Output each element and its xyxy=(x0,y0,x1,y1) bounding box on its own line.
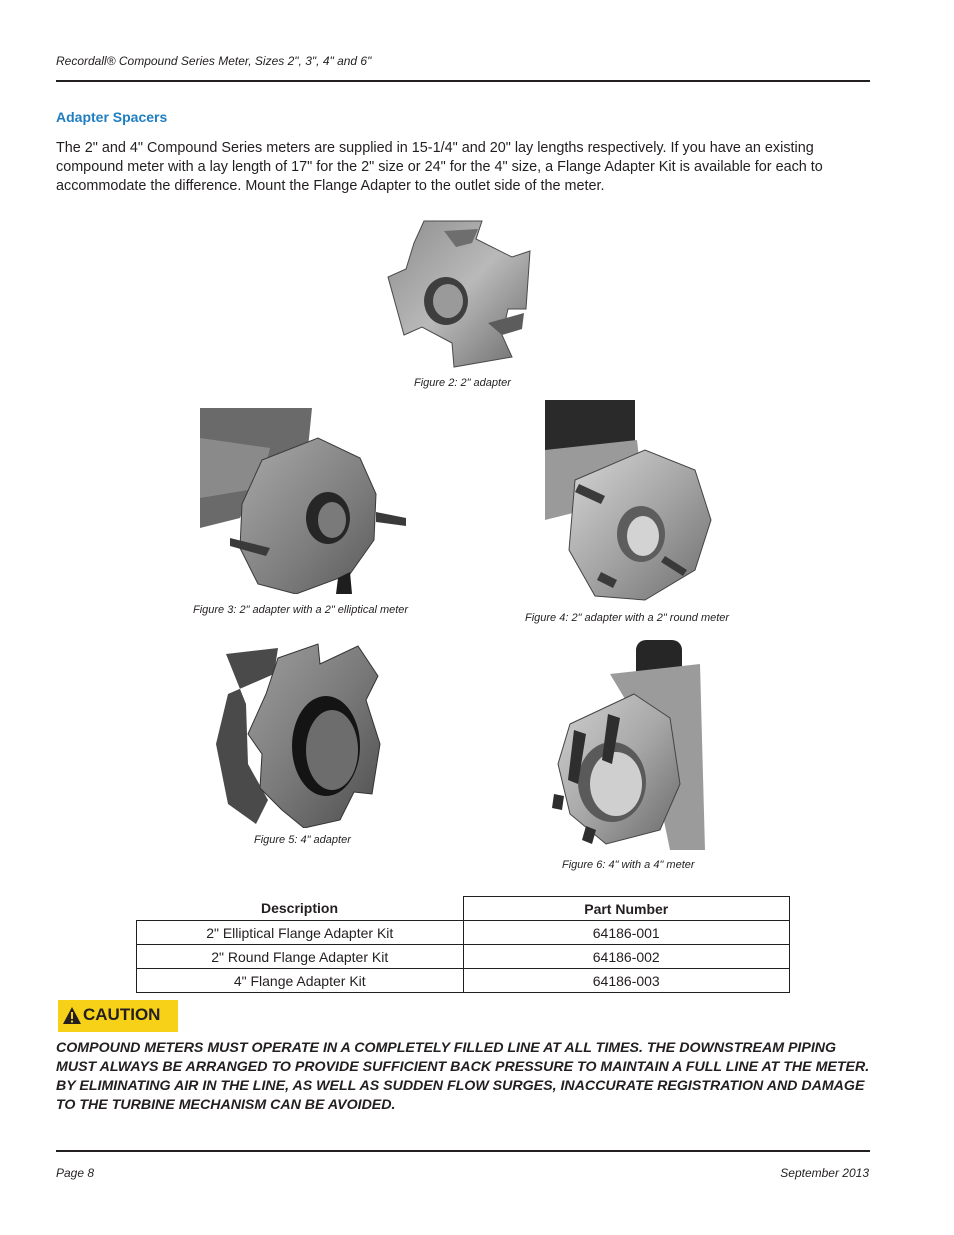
parts-table xyxy=(136,896,790,993)
cell-part-number: 64186-002 xyxy=(463,945,790,969)
header-rule xyxy=(56,80,870,82)
page-number: Page 8 xyxy=(56,1166,95,1180)
cell-part-number: 64186-001 xyxy=(463,921,790,945)
caution-badge xyxy=(58,1000,178,1032)
figure-5-photo xyxy=(208,634,386,828)
cell-description: 2" Round Flange Adapter Kit xyxy=(137,945,464,969)
header-description: Description xyxy=(137,897,464,921)
warning-triangle-icon xyxy=(62,1006,82,1025)
cell-description: 2" Elliptical Flange Adapter Kit xyxy=(137,921,464,945)
figure-6-photo xyxy=(550,634,705,850)
figure-6-caption: Figure 6: 4" with a 4" meter xyxy=(562,859,695,871)
table-row xyxy=(137,945,790,969)
cell-description: 4" Flange Adapter Kit xyxy=(137,969,464,993)
figure-2-caption: Figure 2: 2" adapter xyxy=(414,377,511,389)
publication-date: September 2013 xyxy=(780,1166,869,1180)
figure-4-photo xyxy=(545,400,713,602)
caution-label: CAUTION xyxy=(83,1005,161,1024)
figure-2-photo xyxy=(384,217,532,369)
figure-3-photo xyxy=(200,408,410,594)
running-header: Recordall® Compound Series Meter, Sizes 2", 3", 4" and 6" xyxy=(56,54,372,68)
table-row xyxy=(137,969,790,993)
caution-text: COMPOUND METERS MUST OPERATE IN A COMPLETELY FILLED LINE AT ALL TIMES. THE DOWNSTREAM PIPING MUST ALWAYS BE ARRANGED TO PROVIDE SUFFICIENT BACK PRESSURE TO MAINTAIN A FULL LINE AT THE METER. BY ELIMINATING AIR IN THE LINE, AS WELL AS SUDDEN FLOW SURGES, INACCURATE REGISTRATION AND DAMAGE TO THE TURBINE MECHANISM CAN BE AVOIDED. xyxy=(56,1040,870,1113)
header-part-number: Part Number xyxy=(463,897,790,921)
footer-rule xyxy=(56,1150,870,1152)
figure-3-caption: Figure 3: 2" adapter with a 2" elliptical meter xyxy=(193,604,409,616)
table-row xyxy=(137,921,790,945)
figure-4-caption: Figure 4: 2" adapter with a 2" round meter xyxy=(525,612,730,624)
intro-paragraph: The 2" and 4" Compound Series meters are supplied in 15-1/4" and 20" lay lengths respectively. If you have an existing compound meter with a lay length of 17" for the 2" size or 24" for the 4" size, a Flange Adapter Kit is available for each to accommodate the difference. Mount the Flange Adapter to the outlet side of the meter. xyxy=(56,140,823,194)
cell-part-number: 64186-003 xyxy=(463,969,790,993)
figure-5-caption: Figure 5: 4" adapter xyxy=(254,834,351,846)
table-header-row xyxy=(137,897,790,921)
section-title: Adapter Spacers xyxy=(56,109,168,125)
